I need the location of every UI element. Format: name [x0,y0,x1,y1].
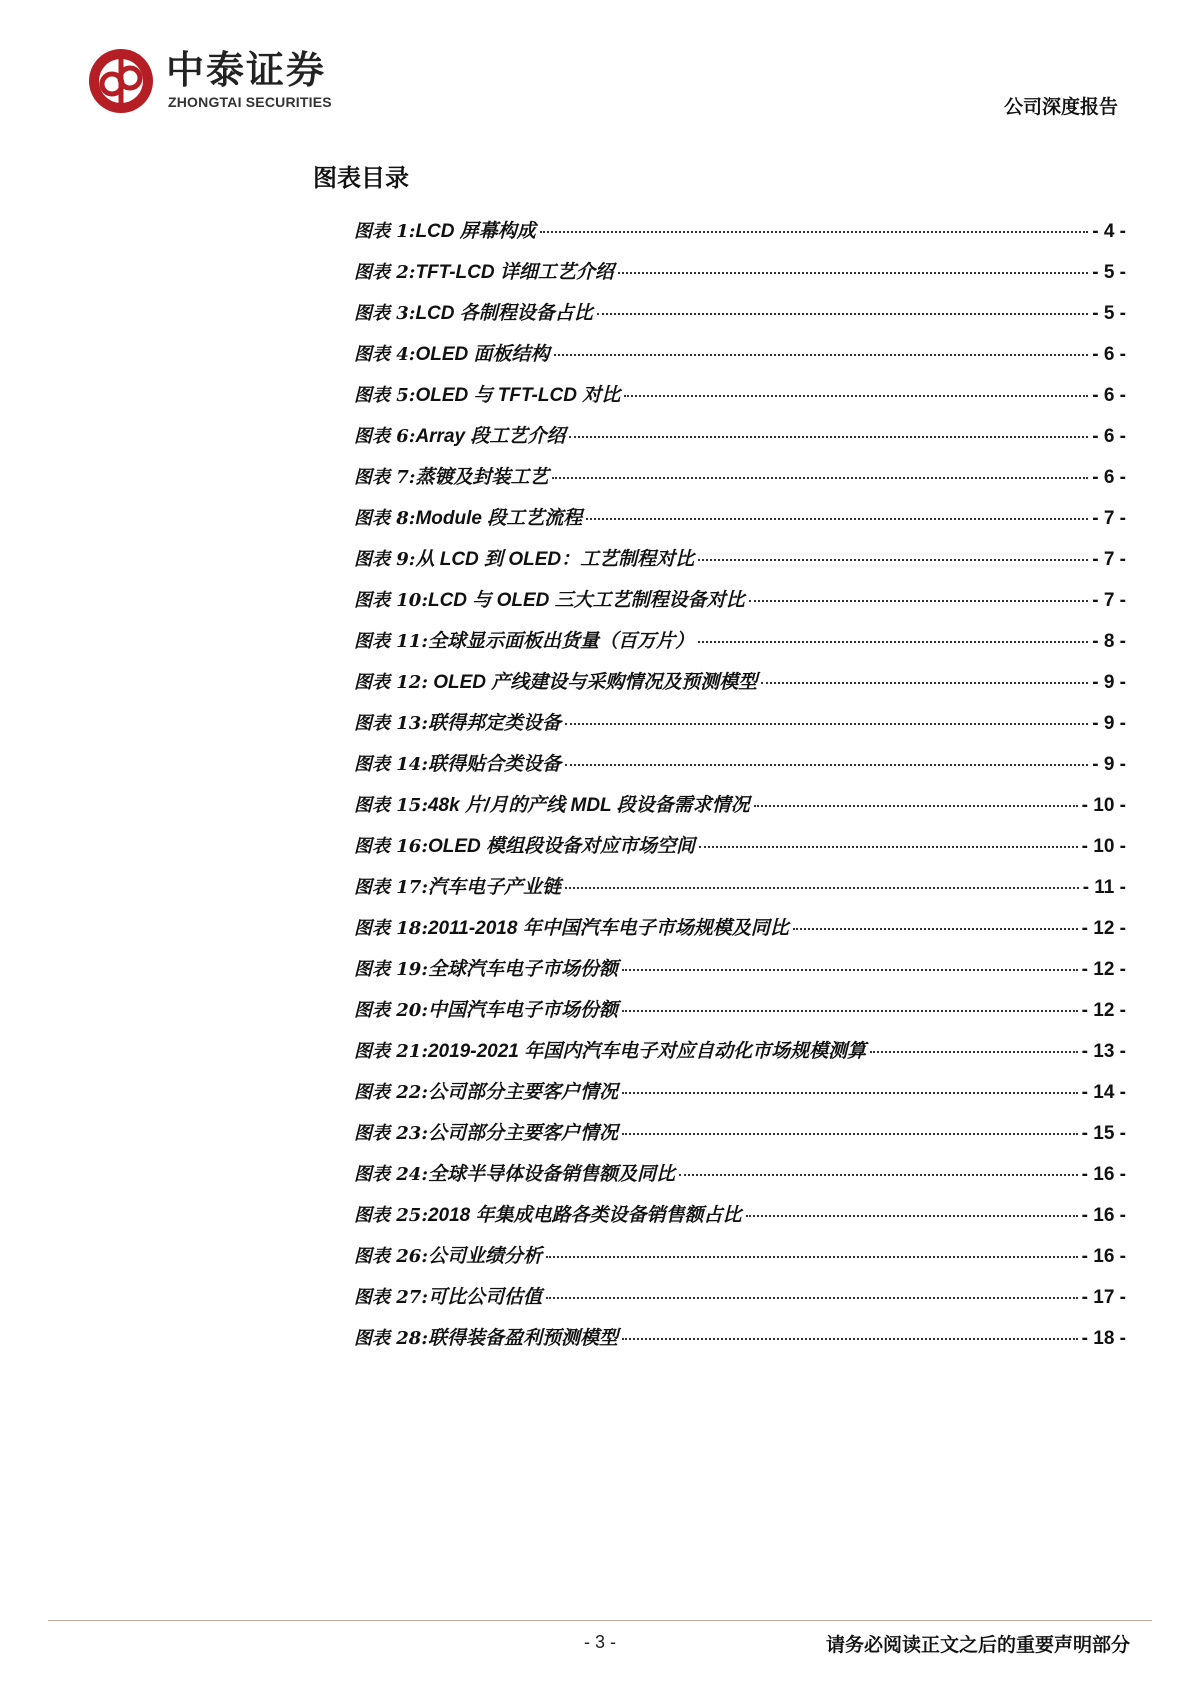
toc-entry-label: 图表 6: [354,426,416,447]
toc-entry[interactable] [354,544,1126,585]
toc-entry-title: LCD 各制程设备占比 [415,303,593,324]
toc-entry-page: - 4 - [1092,221,1126,242]
toc-dot-leader [565,887,1079,889]
toc-entry-page: - 10 - [1081,795,1126,816]
toc-entry-label: 图表 14: [354,754,428,775]
toc-entry-page: - 9 - [1092,754,1126,775]
toc-dot-leader [749,600,1089,602]
toc-entry-page: - 16 - [1081,1164,1126,1185]
toc-entry-label: 图表 21: [354,1041,428,1062]
toc-entry-title: 联得装备盈利预测模型 [427,1328,618,1349]
toc-entry-page: - 16 - [1081,1205,1126,1226]
toc-entry-label: 图表 4: [354,344,416,365]
toc-dot-leader [622,1133,1078,1135]
toc-entry[interactable] [354,667,1126,708]
footer-disclaimer: 请务必阅读正文之后的重要声明部分 [825,1634,1130,1656]
toc-entry[interactable] [354,872,1126,913]
toc-dot-leader [793,928,1078,930]
toc-entry-page: - 8 - [1092,631,1126,652]
toc-entry-title: 全球半导体设备销售额及同比 [427,1164,675,1185]
toc-entry-title: 联得邦定类设备 [427,713,561,734]
toc-entry[interactable] [354,1323,1126,1364]
toc-entry-label: 图表 24: [354,1164,428,1185]
toc-list [354,216,1126,1364]
toc-entry-label: 图表 27: [354,1287,428,1308]
toc-entry-page: - 5 - [1092,303,1126,324]
toc-entry-page: - 7 - [1092,508,1126,529]
toc-entry-title: 可比公司估值 [427,1287,542,1308]
toc-entry-page: - 15 - [1081,1123,1126,1144]
logo-english-name: ZHONGTAI SECURITIES [168,94,332,110]
toc-entry-page: - 12 - [1081,918,1126,939]
toc-entry-title: 公司业绩分析 [427,1246,542,1267]
toc-entry-label: 图表 16: [354,836,428,857]
toc-entry-label: 图表 26: [354,1246,428,1267]
toc-entry-page: - 14 - [1081,1082,1126,1103]
toc-entry-title: 蒸镀及封装工艺 [415,467,549,488]
toc-dot-leader [540,231,1088,233]
toc-entry[interactable] [354,1200,1126,1241]
toc-entry-label: 图表 15: [354,795,428,816]
toc-entry[interactable] [354,954,1126,995]
toc-dot-leader [554,354,1089,356]
toc-dot-leader [622,1010,1078,1012]
toc-entry-label: 图表 22: [354,1082,428,1103]
toc-entry-title: 全球显示面板出货量（百万片） [427,631,694,652]
toc-dot-leader [679,1174,1078,1176]
toc-entry-title: 公司部分主要客户情况 [427,1123,618,1144]
toc-dot-leader [622,1338,1078,1340]
toc-entry-label: 图表 19: [354,959,428,980]
toc-entry-title: Array 段工艺介绍 [415,426,566,447]
toc-dot-leader [699,846,1078,848]
toc-entry[interactable] [354,1036,1126,1077]
toc-dot-leader [754,805,1078,807]
toc-entry-title: 公司部分主要客户情况 [427,1082,618,1103]
toc-entry[interactable] [354,257,1126,298]
toc-entry-title: 48k 片/月的产线 MDL 段设备需求情况 [427,795,750,816]
toc-entry-page: - 16 - [1081,1246,1126,1267]
toc-entry-title: OLED 产线建设与采购情况及预测模型 [427,672,758,693]
toc-entry-title: 汽车电子产业链 [427,877,561,898]
toc-entry-title: 全球汽车电子市场份额 [427,959,618,980]
toc-entry[interactable] [354,1241,1126,1282]
toc-entry[interactable] [354,380,1126,421]
toc-entry-page: - 5 - [1092,262,1126,283]
toc-entry[interactable] [354,339,1126,380]
toc-dot-leader [552,477,1088,479]
toc-entry-page: - 6 - [1092,344,1126,365]
toc-entry-page: - 7 - [1092,549,1126,570]
toc-entry-label: 图表 17: [354,877,428,898]
toc-entry-page: - 7 - [1092,590,1126,611]
toc-entry[interactable] [354,462,1126,503]
toc-entry[interactable] [354,421,1126,462]
toc-dot-leader [569,436,1088,438]
zhongtai-logo-icon [86,46,156,116]
toc-entry-label: 图表 10: [354,590,428,611]
toc-entry-title: LCD 与 OLED 三大工艺制程设备对比 [427,590,745,611]
toc-entry-label: 图表 20: [354,1000,428,1021]
toc-entry-page: - 6 - [1092,385,1126,406]
toc-entry[interactable] [354,1077,1126,1118]
toc-entry-label: 图表 28: [354,1328,428,1349]
toc-entry-label: 图表 11: [354,631,428,652]
toc-entry[interactable] [354,995,1126,1036]
toc-dot-leader [624,395,1088,397]
toc-entry-title: 2018 年集成电路各类设备销售额占比 [427,1205,742,1226]
toc-entry[interactable] [354,831,1126,872]
company-logo [86,46,366,120]
toc-entry-label: 图表 7: [354,467,416,488]
toc-entry-page: - 13 - [1081,1041,1126,1062]
toc-entry-page: - 18 - [1081,1328,1126,1349]
toc-entry[interactable] [354,1282,1126,1323]
toc-entry-page: - 10 - [1081,836,1126,857]
toc-entry-label: 图表 2: [354,262,416,283]
toc-entry-label: 图表 12: [354,672,428,693]
toc-entry[interactable] [354,1118,1126,1159]
toc-entry-title: OLED 模组段设备对应市场空间 [427,836,696,857]
toc-entry-page: - 11 - [1082,877,1126,898]
toc-entry[interactable] [354,626,1126,667]
toc-entry-label: 图表 18: [354,918,428,939]
toc-dot-leader [698,641,1088,643]
toc-dot-leader [565,723,1088,725]
toc-dot-leader [586,518,1088,520]
toc-entry-label: 图表 25: [354,1205,428,1226]
toc-entry-title: LCD 屏幕构成 [415,221,536,242]
toc-entry-title: 联得贴合类设备 [427,754,561,775]
toc-entry-label: 图表 8: [354,508,416,529]
toc-entry-page: - 9 - [1092,672,1126,693]
toc-entry-label: 图表 23: [354,1123,428,1144]
toc-heading: 图表目录 [313,163,409,192]
toc-entry-page: - 9 - [1092,713,1126,734]
toc-entry-title: TFT-LCD 详细工艺介绍 [415,262,614,283]
toc-entry-page: - 12 - [1081,959,1126,980]
toc-entry-title: OLED 与 TFT-LCD 对比 [415,385,621,406]
toc-entry-label: 图表 1: [354,221,416,242]
footer-page-number: - 3 - [584,1632,617,1652]
toc-entry[interactable] [354,708,1126,749]
footer-divider [48,1620,1152,1621]
toc-entry-page: - 6 - [1092,467,1126,488]
toc-entry[interactable] [354,749,1126,790]
toc-entry-label: 图表 13: [354,713,428,734]
toc-dot-leader [761,682,1088,684]
toc-entry-label: 图表 9: [354,549,416,570]
toc-entry[interactable] [354,913,1126,954]
toc-entry-title: 从 LCD 到 OLED：工艺制程对比 [415,549,695,570]
toc-entry[interactable] [354,790,1126,831]
toc-entry-title: Module 段工艺流程 [415,508,583,529]
toc-dot-leader [618,272,1088,274]
toc-entry[interactable] [354,1159,1126,1200]
toc-dot-leader [565,764,1088,766]
toc-dot-leader [546,1297,1078,1299]
toc-entry-label: 图表 3: [354,303,416,324]
toc-entry[interactable] [354,503,1126,544]
toc-entry-title: 2019-2021 年国内汽车电子对应自动化市场规模测算 [427,1041,867,1062]
toc-dot-leader [698,559,1088,561]
toc-entry[interactable] [354,585,1126,626]
toc-entry[interactable] [354,298,1126,339]
toc-entry[interactable] [354,216,1126,257]
report-type: 公司深度报告 [1003,96,1118,118]
toc-entry-page: - 6 - [1092,426,1126,447]
toc-dot-leader [622,1092,1078,1094]
toc-entry-title: OLED 面板结构 [415,344,550,365]
toc-entry-page: - 17 - [1081,1287,1126,1308]
toc-entry-title: 中国汽车电子市场份额 [427,1000,618,1021]
toc-dot-leader [597,313,1088,315]
toc-dot-leader [622,969,1078,971]
toc-dot-leader [546,1256,1078,1258]
toc-dot-leader [870,1051,1078,1053]
logo-chinese-name: 中泰证券 [166,48,327,92]
toc-entry-title: 2011-2018 年中国汽车电子市场规模及同比 [427,918,789,939]
toc-entry-label: 图表 5: [354,385,416,406]
toc-dot-leader [746,1215,1078,1217]
toc-entry-page: - 12 - [1081,1000,1126,1021]
